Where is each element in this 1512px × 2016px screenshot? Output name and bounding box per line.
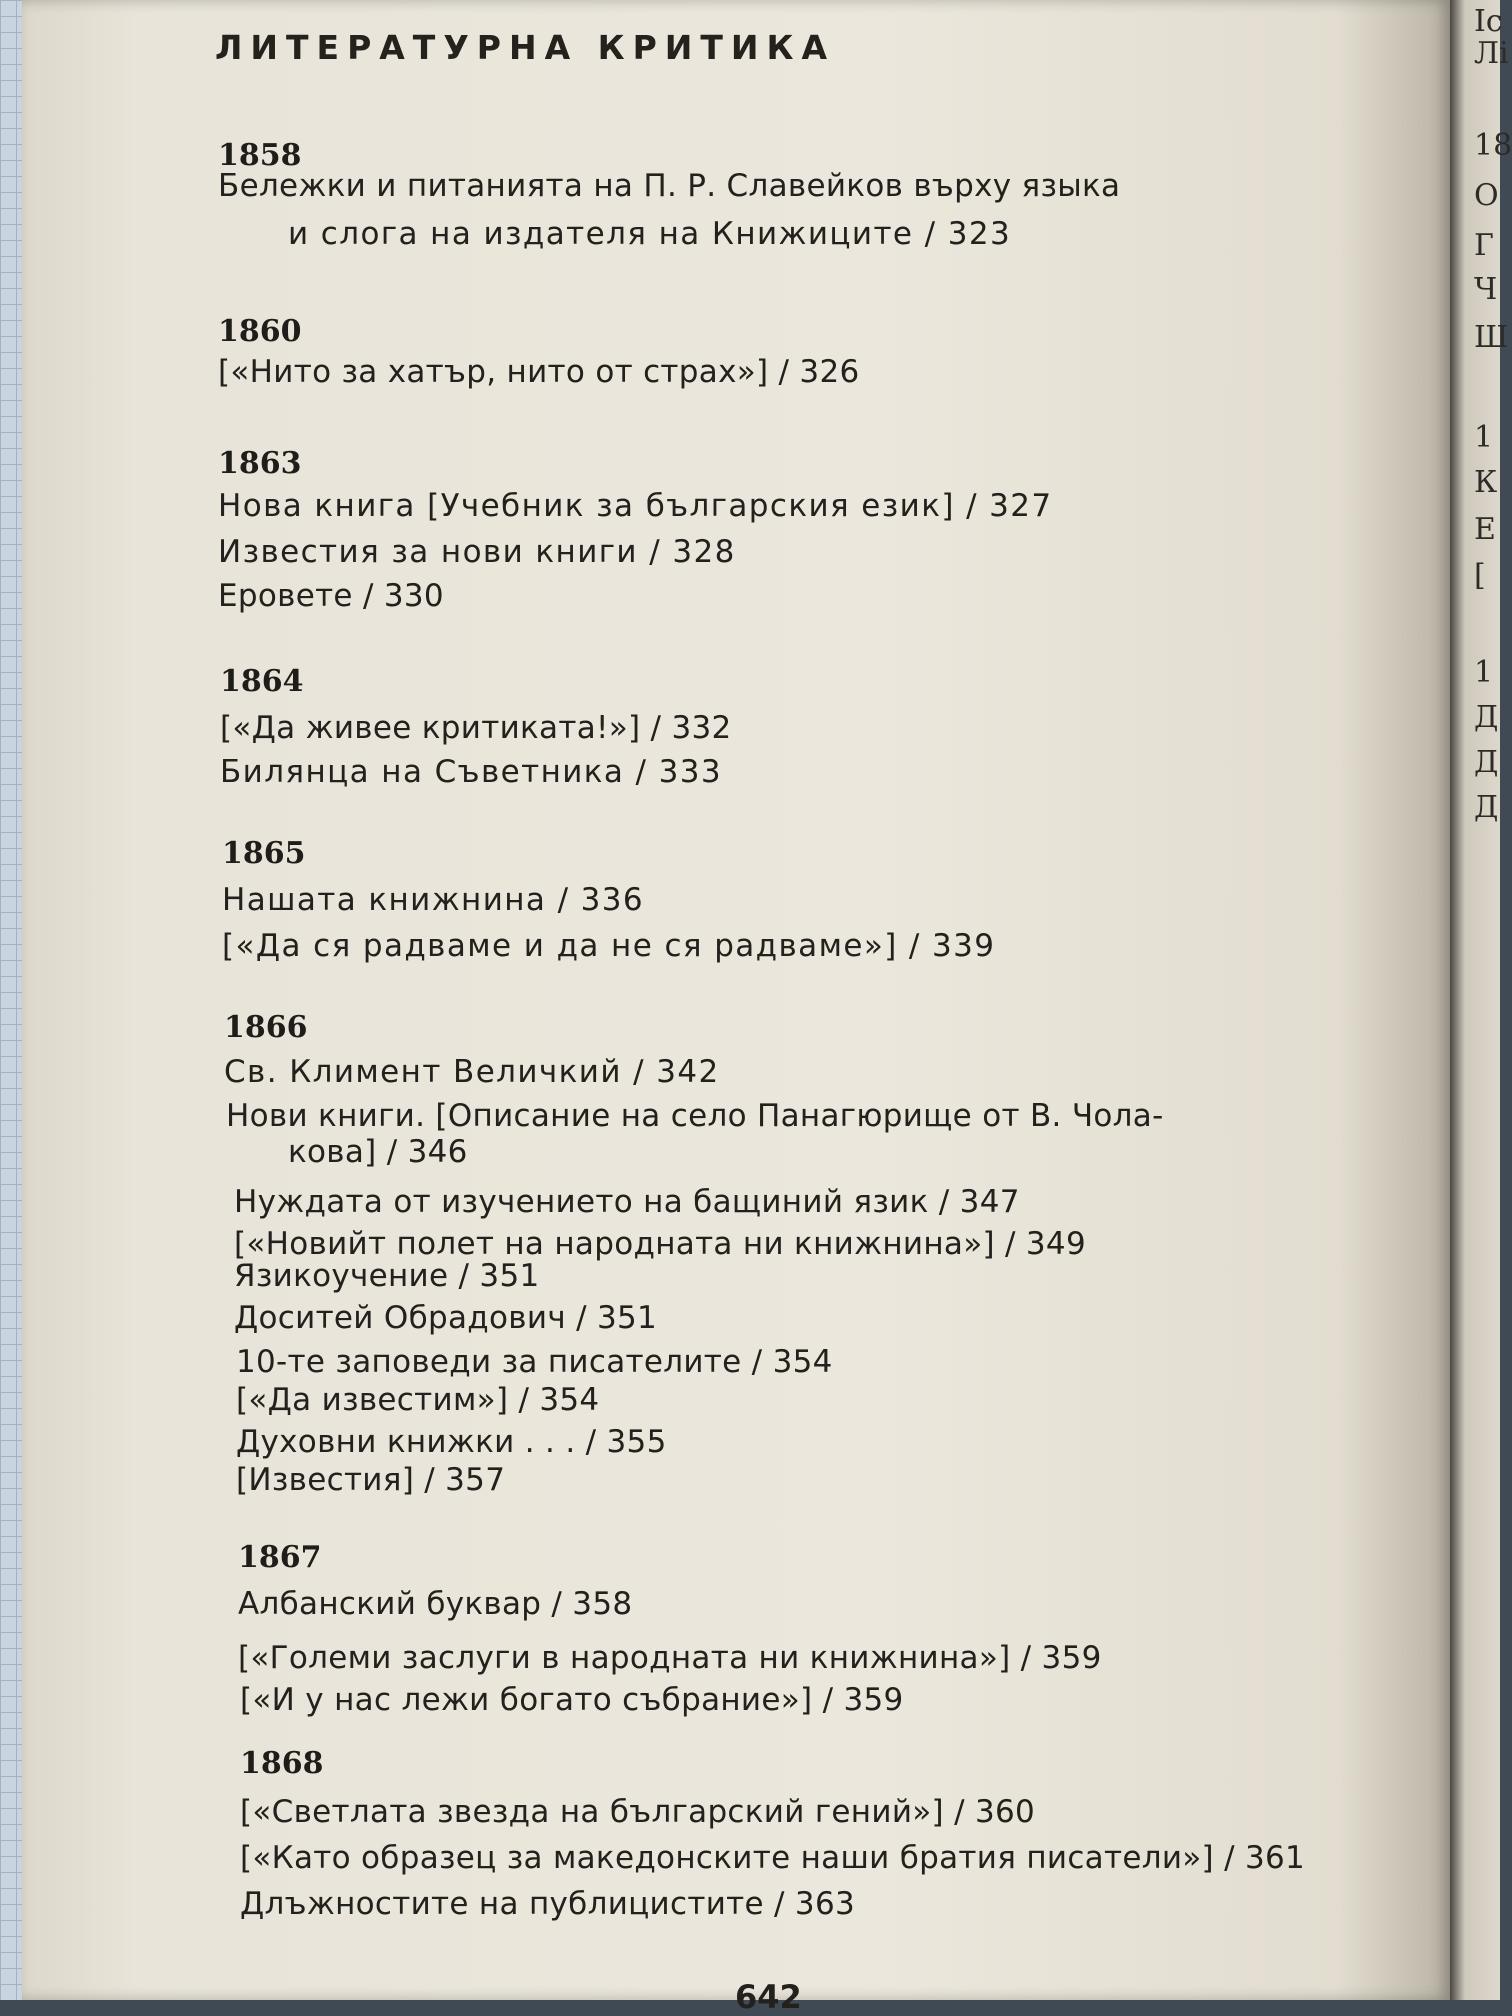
adjacent-page-text: 1 [1474,655,1494,690]
adjacent-page-text: Ч [1474,272,1498,307]
toc-entry: Длъжностите на публицистите / 363 [240,1886,855,1922]
toc-entry: [«Големи заслуги в народната ни книжнина»] / 359 [238,1640,1102,1676]
section-header: ЛИТЕРАТУРНА КРИТИКА [215,28,836,67]
toc-entry: Св. Климент Величкий / 342 [224,1054,720,1090]
toc-entry: Духовни книжки . . . / 355 [236,1424,667,1460]
toc-entry: Доситей Обрадович / 351 [234,1300,658,1336]
toc-entry: Нашата книжнина / 336 [222,882,645,918]
toc-entry: Бележки и питанията на П. Р. Славейков върху языка [218,168,1121,204]
adjacent-page-text: Ш [1474,320,1509,355]
adjacent-page-edge [1450,0,1512,2000]
toc-entry: Нови книги. [Описание на село Панагюрище от В. Чола- [226,1098,1164,1134]
adjacent-page-text: 18 [1474,128,1512,163]
toc-entry: [«Да живее критиката!»] / 332 [220,710,732,746]
toc-entry: Нова книга [Учебник за българския език] / 327 [218,488,1053,524]
year-heading: 1867 [238,1540,322,1575]
year-heading: 1864 [220,664,304,699]
adjacent-page-text: Е [1474,512,1496,547]
toc-entry: [«Като образец за македонските наши братия писатели»] / 361 [240,1840,1306,1876]
toc-entry: Язикоучение / 351 [234,1258,540,1294]
toc-entry: [«Светлата звезда на българский гений»] / 360 [240,1794,1036,1830]
adjacent-page-text: О [1474,178,1499,213]
adjacent-page-text: 1 [1474,420,1494,455]
year-heading: 1866 [224,1010,308,1045]
toc-entry: Нуждата от изучението на бащиний язик / 347 [234,1184,1020,1220]
adjacent-page-text: Г [1474,228,1494,263]
adjacent-page-text: Д [1474,700,1499,735]
toc-entry: Известия за нови книги / 328 [218,534,736,570]
toc-entry: [«Да ся радваме и да не ся радваме»] / 339 [222,928,996,964]
toc-entry: [«Да известим»] / 354 [236,1382,600,1418]
year-heading: 1860 [218,314,302,349]
year-heading: 1863 [218,446,302,481]
page-number: 642 [735,1978,802,2016]
adjacent-page-text: К [1474,465,1498,500]
toc-entry: 10-те заповеди за писателите / 354 [236,1344,833,1380]
year-heading: 1858 [218,138,302,173]
toc-entry: Еровете / 330 [218,578,444,614]
toc-entry: Билянца на Съветника / 333 [220,754,723,790]
toc-entry: [Известия] / 357 [236,1462,506,1498]
adjacent-page-text: Д [1474,790,1499,825]
adjacent-page-text: Іс [1474,4,1503,39]
year-heading: 1868 [240,1746,324,1781]
adjacent-page-text: Лі [1474,36,1509,71]
toc-entry: кова] / 346 [288,1134,468,1170]
adjacent-page-text: Д [1474,745,1499,780]
toc-entry: Албанский буквар / 358 [238,1586,633,1622]
year-heading: 1865 [222,836,306,871]
toc-entry: [«Нито за хатър, нито от страх»] / 326 [218,354,860,390]
adjacent-page-text: [ [1474,558,1486,593]
toc-entry: [«И у нас лежи богато събрание»] / 359 [240,1682,904,1718]
toc-entry: [«Новийт полет на народната ни книжнина»] / 349 [234,1226,1086,1262]
toc-entry: и слога на издателя на Книжиците / 323 [288,216,1012,252]
